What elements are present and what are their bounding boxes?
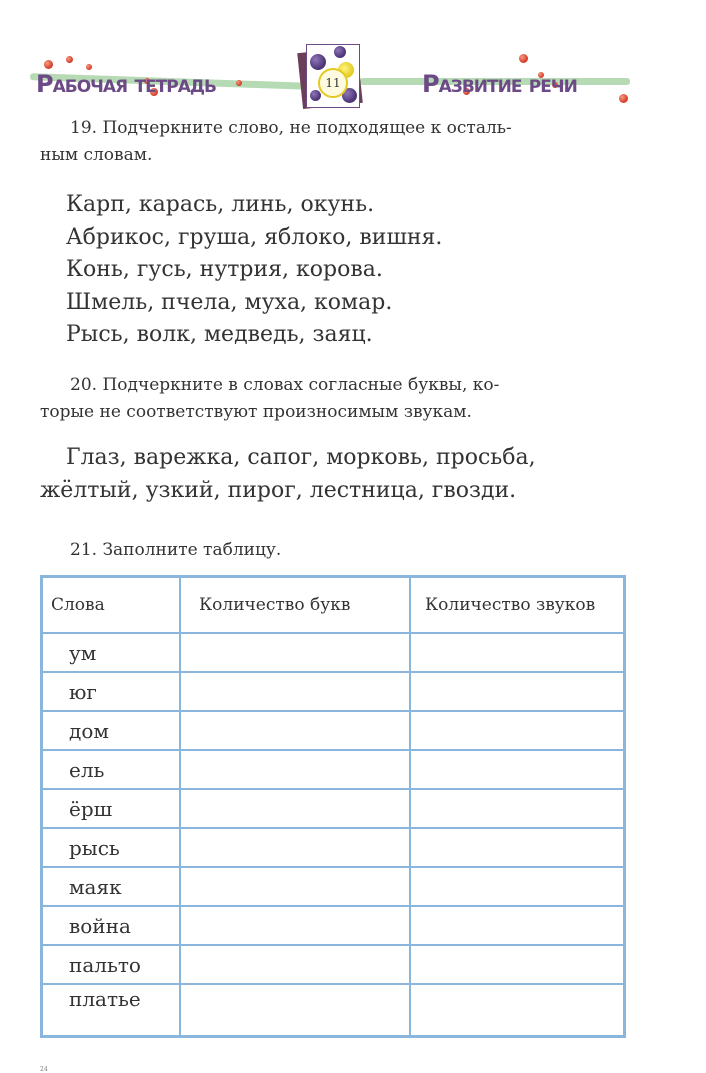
- letter-count-cell[interactable]: [180, 633, 410, 672]
- word-cell: маяк: [42, 867, 181, 906]
- word-group[interactable]: Шмель, пчела, муха, комар.: [66, 289, 393, 315]
- word-group[interactable]: Карп, карась, линь, окунь.: [66, 192, 375, 217]
- sound-count-cell[interactable]: [410, 867, 625, 906]
- table-row: [42, 984, 625, 1037]
- task-21-title: 21. Заполните таблицу.: [70, 540, 282, 560]
- table-row: [42, 789, 625, 828]
- sound-count-cell[interactable]: [410, 984, 625, 1037]
- sound-count-cell[interactable]: [410, 711, 625, 750]
- word-cell: платье: [42, 984, 181, 1037]
- letter-count-cell[interactable]: [180, 984, 410, 1037]
- header-left-title: Рабочая тетрадь: [36, 70, 217, 98]
- purple-ball-icon: [310, 90, 321, 101]
- task-20-title-line2: торые не соответствуют произносимым звукам.: [40, 402, 472, 422]
- table-row: [42, 867, 625, 906]
- table-row: [42, 750, 625, 789]
- sound-count-cell[interactable]: [410, 789, 625, 828]
- letter-count-cell[interactable]: [180, 828, 410, 867]
- task-19-title-line2: ным словам.: [40, 145, 153, 165]
- sound-count-cell[interactable]: [410, 906, 625, 945]
- letter-count-cell[interactable]: [180, 867, 410, 906]
- page-number: 11: [318, 68, 348, 98]
- header-right-title: Развитие речи: [422, 70, 577, 98]
- page-mark: 24: [40, 1066, 48, 1073]
- task-19: [40, 115, 660, 352]
- table-header-row: [42, 577, 625, 634]
- workbook-header: [0, 40, 706, 115]
- word-cell: пальто: [42, 945, 181, 984]
- table-row: [42, 906, 625, 945]
- word-line[interactable]: жёлтый, узкий, пирог, лестница, гвозди.: [40, 477, 517, 503]
- word-cell: рысь: [42, 828, 181, 867]
- purple-ball-icon: [334, 46, 346, 58]
- column-header-letter-count: Количество букв: [180, 577, 410, 634]
- letter-count-cell[interactable]: [180, 672, 410, 711]
- word-group[interactable]: Абрикос, груша, яблоко, вишня.: [66, 224, 443, 250]
- word-cell: ёрш: [42, 789, 181, 828]
- task-20-words: [40, 442, 660, 507]
- table-row: [42, 945, 625, 984]
- table-row: [42, 711, 625, 750]
- task-19-title-line1: 19. Подчеркните слово, не подходящее к осталь-: [70, 118, 512, 138]
- letter-count-cell[interactable]: [180, 945, 410, 984]
- task-20-title-line1: 20. Подчеркните в словах согласные буквы, ко-: [70, 375, 500, 395]
- table-row: [42, 672, 625, 711]
- sound-count-cell[interactable]: [410, 945, 625, 984]
- word-group[interactable]: Рысь, волк, медведь, заяц.: [66, 322, 373, 347]
- letter-count-cell[interactable]: [180, 750, 410, 789]
- column-header-sound-count: Количество звуков: [410, 577, 625, 634]
- word-cell: ум: [42, 633, 181, 672]
- column-header-words: Слова: [42, 577, 181, 634]
- sound-count-cell[interactable]: [410, 672, 625, 711]
- purple-ball-icon: [310, 54, 326, 70]
- decor-dot-icon: [66, 56, 73, 63]
- table-row: [42, 828, 625, 867]
- fill-table: [40, 575, 626, 1038]
- decor-dot-icon: [236, 80, 242, 86]
- decor-dot-icon: [44, 60, 53, 69]
- letter-count-cell[interactable]: [180, 711, 410, 750]
- word-cell: дом: [42, 711, 181, 750]
- task-19-word-groups: [40, 189, 660, 352]
- word-cell: юг: [42, 672, 181, 711]
- task-20: [40, 372, 660, 507]
- sound-count-cell[interactable]: [410, 828, 625, 867]
- word-cell: война: [42, 906, 181, 945]
- letter-count-cell[interactable]: [180, 906, 410, 945]
- table-row: [42, 633, 625, 672]
- sound-count-cell[interactable]: [410, 633, 625, 672]
- decor-dot-icon: [619, 94, 628, 103]
- word-group[interactable]: Конь, гусь, нутрия, корова.: [66, 257, 383, 282]
- letter-count-cell[interactable]: [180, 789, 410, 828]
- word-cell: ель: [42, 750, 181, 789]
- sound-count-cell[interactable]: [410, 750, 625, 789]
- decor-dot-icon: [519, 54, 528, 63]
- word-line[interactable]: Глаз, варежка, сапог, морковь, просьба,: [66, 445, 536, 470]
